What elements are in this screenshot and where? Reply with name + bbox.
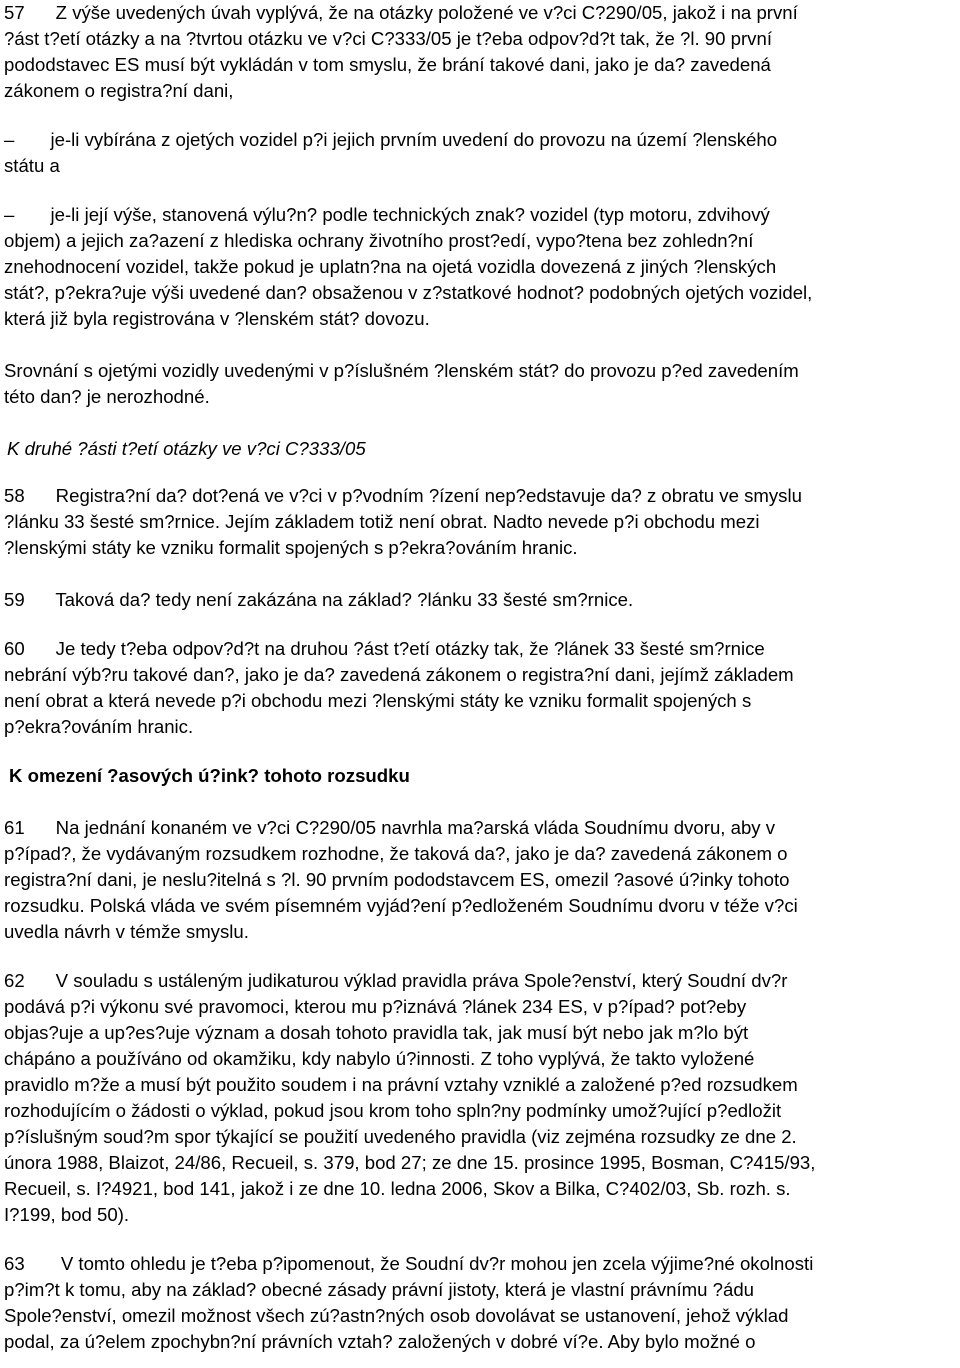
paragraph-62-line-2: podává p?i výkonu své pravomoci, kterou mu p?iznává ?lánek 234 ES, v p?ípad? pot?eby: [4, 996, 747, 1017]
paragraph-62-line-8: února 1988, Blaizot, 24/86, Recueil, s. 379, bod 27; ze dne 15. prosince 1995, Bosman, C?415/93,: [4, 1152, 816, 1173]
paragraph-62-line-9: Recueil, s. I?4921, bod 141, jakož i ze dne 10. ledna 2006, Skov a Bilka, C?402/03, Sb. rozh. s.: [4, 1178, 791, 1199]
paragraph-61-line-5: uvedla návrh v témže smyslu.: [4, 921, 249, 942]
list-item-2-line-4: stát?, p?ekra?uje výši uvedené dan? obsaženou v z?statkové hodnot? podobných ojetých vozidel,: [4, 282, 813, 303]
paragraph-62-line-4: chápáno a používáno od okamžiku, kdy nabylo ú?innosti. Z toho vyplývá, že takto vyložené: [4, 1048, 755, 1069]
list-item-2-line-1: – je-li její výše, stanovená výlu?n? podle technických znak? vozidel (typ motoru, zdvihový: [4, 204, 770, 225]
paragraph-61-line-3: registra?ní dani, je neslu?itelná s ?l. 90 prvním pododstavcem ES, omezil ?asové ú?inky tohoto: [4, 869, 790, 890]
paragraph-57-line-4: zákonem o registra?ní dani,: [4, 80, 234, 101]
section-heading-time-effects: K omezení ?asových ú?ink? tohoto rozsudku: [9, 765, 410, 786]
paragraph-63-line-1: 63 V tomto ohledu je t?eba p?ipomenout, že Soudní dv?r mohou jen zcela výjime?né okolnosti: [4, 1253, 814, 1274]
comparison-line-1: Srovnání s ojetými vozidly uvedenými v p?íslušném ?lenském stát? do provozu p?ed zavedením: [4, 360, 799, 381]
list-item-2-line-5: která již byla registrována v ?lenském stát? dovozu.: [4, 308, 430, 329]
paragraph-61-line-4: rozsudku. Polská vláda ve svém písemném vyjád?ení p?edloženém Soudnímu dvoru v téže v?ci: [4, 895, 798, 916]
paragraph-58-line-3: ?lenskými státy ke vzniku formalit spojených s p?ekra?ováním hranic.: [4, 537, 578, 558]
paragraph-62-line-7: p?íslušným soud?m spor týkající se použití uvedeného pravidla (viz zejména rozsudky ze dne 2.: [4, 1126, 797, 1147]
paragraph-58-line-1: 58 Registra?ní da? dot?ená ve v?ci v p?vodním ?ízení nep?edstavuje da? z obratu ve smyslu: [4, 485, 802, 506]
paragraph-62-line-6: rozhodujícím o žádosti o výklad, pokud jsou krom toho spln?ny podmínky umož?ující p?edložit: [4, 1100, 782, 1121]
paragraph-58-line-2: ?lánku 33 šesté sm?rnice. Jejím základem totiž není obrat. Nadto nevede p?i obchodu mezi: [4, 511, 760, 532]
paragraph-60-line-1: 60 Je tedy t?eba odpov?d?t na druhou ?ást t?etí otázky tak, že ?lánek 33 šesté sm?rnice: [4, 638, 765, 659]
paragraph-57-line-2: ?ást t?etí otázky a na ?tvrtou otázku ve v?ci C?333/05 je t?eba odpov?d?t tak, že ?l. 90 první: [4, 28, 772, 49]
paragraph-62-line-10: I?199, bod 50).: [4, 1204, 130, 1225]
paragraph-63-line-2: p?im?t k tomu, aby na základ? obecné zásady právní jistoty, která je vlastní právnímu ?ádu: [4, 1279, 755, 1300]
list-item-2-line-2: objem) a jejich za?azení z hlediska ochrany životního prost?edí, vypo?tena bez zohledn?ní: [4, 230, 754, 251]
paragraph-63-line-3: Spole?enství, omezil možnost všech zú?astn?ných osob dovolávat se ustanovení, jehož výklad: [4, 1305, 789, 1326]
list-item-1-line-1: – je-li vybírána z ojetých vozidel p?i jejich prvním uvedení do provozu na území ?lenského: [4, 129, 778, 150]
comparison-line-2: této dan? je nerozhodné.: [4, 386, 210, 407]
paragraph-60-line-3: není obrat a která nevede p?i obchodu mezi ?lenskými státy ke vzniku formalit spojených s: [4, 690, 752, 711]
list-item-1-line-2: státu a: [4, 155, 60, 176]
paragraph-63-line-4: podal, za ú?elem zpochybn?ní právních vztah? založených v dobré ví?e. Aby bylo možné o: [4, 1331, 756, 1352]
paragraph-57-line-3: pododstavec ES musí být vykládán v tom smyslu, že brání takové dani, jako je da? zavedená: [4, 54, 771, 75]
paragraph-57-line-1: 57 Z výše uvedených úvah vyplývá, že na otázky položené ve v?ci C?290/05, jakož i na první: [4, 2, 798, 23]
list-item-2-line-3: znehodnocení vozidel, takže pokud je uplatn?na na ojetá vozidla dovezená z jiných ?lenských: [4, 256, 777, 277]
paragraph-59: 59 Taková da? tedy není zakázána na základ? ?lánku 33 šesté sm?rnice.: [4, 589, 634, 610]
paragraph-62-line-5: pravidlo m?že a musí být použito soudem i na právní vztahy vzniklé a založené p?ed rozsudkem: [4, 1074, 798, 1095]
paragraph-61-line-2: p?ípad?, že vydávaným rozsudkem rozhodne, že taková da?, jako je da? zavedená zákonem o: [4, 843, 788, 864]
paragraph-61-line-1: 61 Na jednání konaném ve v?ci C?290/05 navrhla ma?arská vláda Soudnímu dvoru, aby v: [4, 817, 776, 838]
paragraph-60-line-2: nebrání výb?ru takové dan?, jako je da? zavedená zákonem o registra?ní dani, jejímž základem: [4, 664, 794, 685]
paragraph-62-line-1: 62 V souladu s ustáleným judikaturou výklad pravidla práva Spole?enství, který Soudní dv?r: [4, 970, 788, 991]
paragraph-62-line-3: objas?uje a up?es?uje význam a dosah tohoto pravidla tak, jak musí být nebo jak m?lo být: [4, 1022, 749, 1043]
section-heading-second-part: K druhé ?ásti t?etí otázky ve v?ci C?333/05: [7, 438, 366, 459]
paragraph-60-line-4: p?ekra?ováním hranic.: [4, 716, 194, 737]
